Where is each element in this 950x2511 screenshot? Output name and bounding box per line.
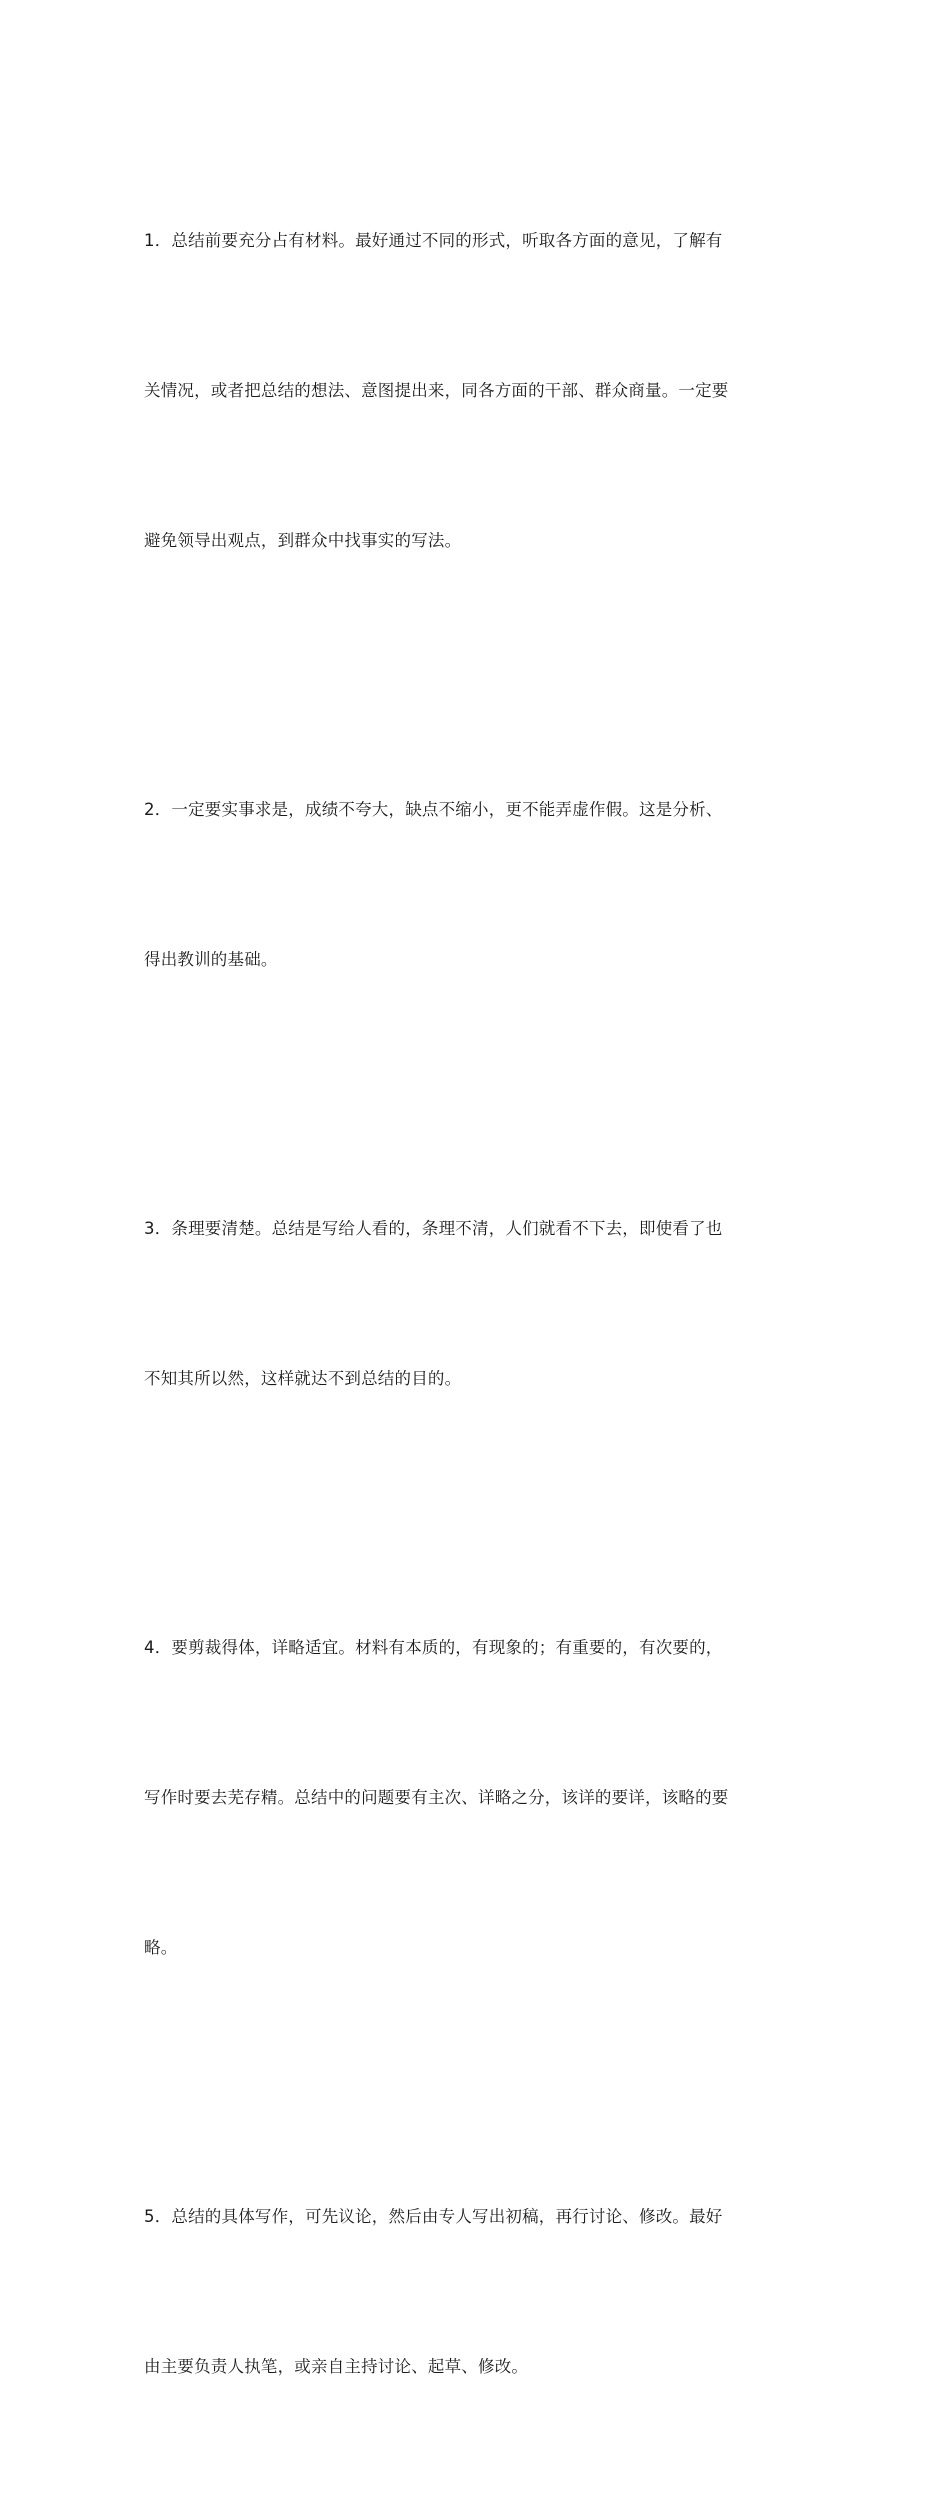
paragraph-line: 1．总结前要充分占有材料。最好通过不同的形式，听取各方面的意见，了解有 (144, 231, 723, 250)
paragraph-line: 由主要负责人执笔，或亲自主持讨论、起草、修改。 (144, 2357, 529, 2376)
paragraph-5 (144, 2092, 776, 2492)
paragraph-line: 关情况，或者把总结的想法、意图提出来，同各方面的干部、群众商量。一定要 (144, 381, 729, 400)
paragraph-line: 略。 (144, 1938, 178, 1957)
paragraph-line: 5．总结的具体写作，可先议论，然后由专人写出初稿，再行讨论、修改。最好 (144, 2207, 723, 2226)
paragraph-1 (144, 116, 776, 666)
paragraph-3 (144, 1104, 776, 1504)
paragraph-line: 3．条理要清楚。总结是写给人看的，条理不清，人们就看不下去，即使看了也 (144, 1219, 723, 1238)
paragraph-line: 写作时要去芜存精。总结中的问题要有主次、详略之分，该详的要详，该略的要 (144, 1788, 729, 1807)
paragraph-line: 2．一定要实事求是，成绩不夸大，缺点不缩小，更不能弄虚作假。这是分析、 (144, 800, 723, 819)
paragraph-line: 避免领导出观点，到群众中找事实的写法。 (144, 531, 462, 550)
paragraph-4 (144, 1523, 776, 2073)
paragraph-2 (144, 685, 776, 1085)
paragraph-line: 不知其所以然，这样就达不到总结的目的。 (144, 1369, 462, 1388)
paragraph-line: 得出教训的基础。 (144, 950, 278, 969)
paragraph-line: 4．要剪裁得体，详略适宜。材料有本质的，有现象的；有重要的，有次要的， (144, 1638, 723, 1657)
document-body (144, 116, 776, 2511)
